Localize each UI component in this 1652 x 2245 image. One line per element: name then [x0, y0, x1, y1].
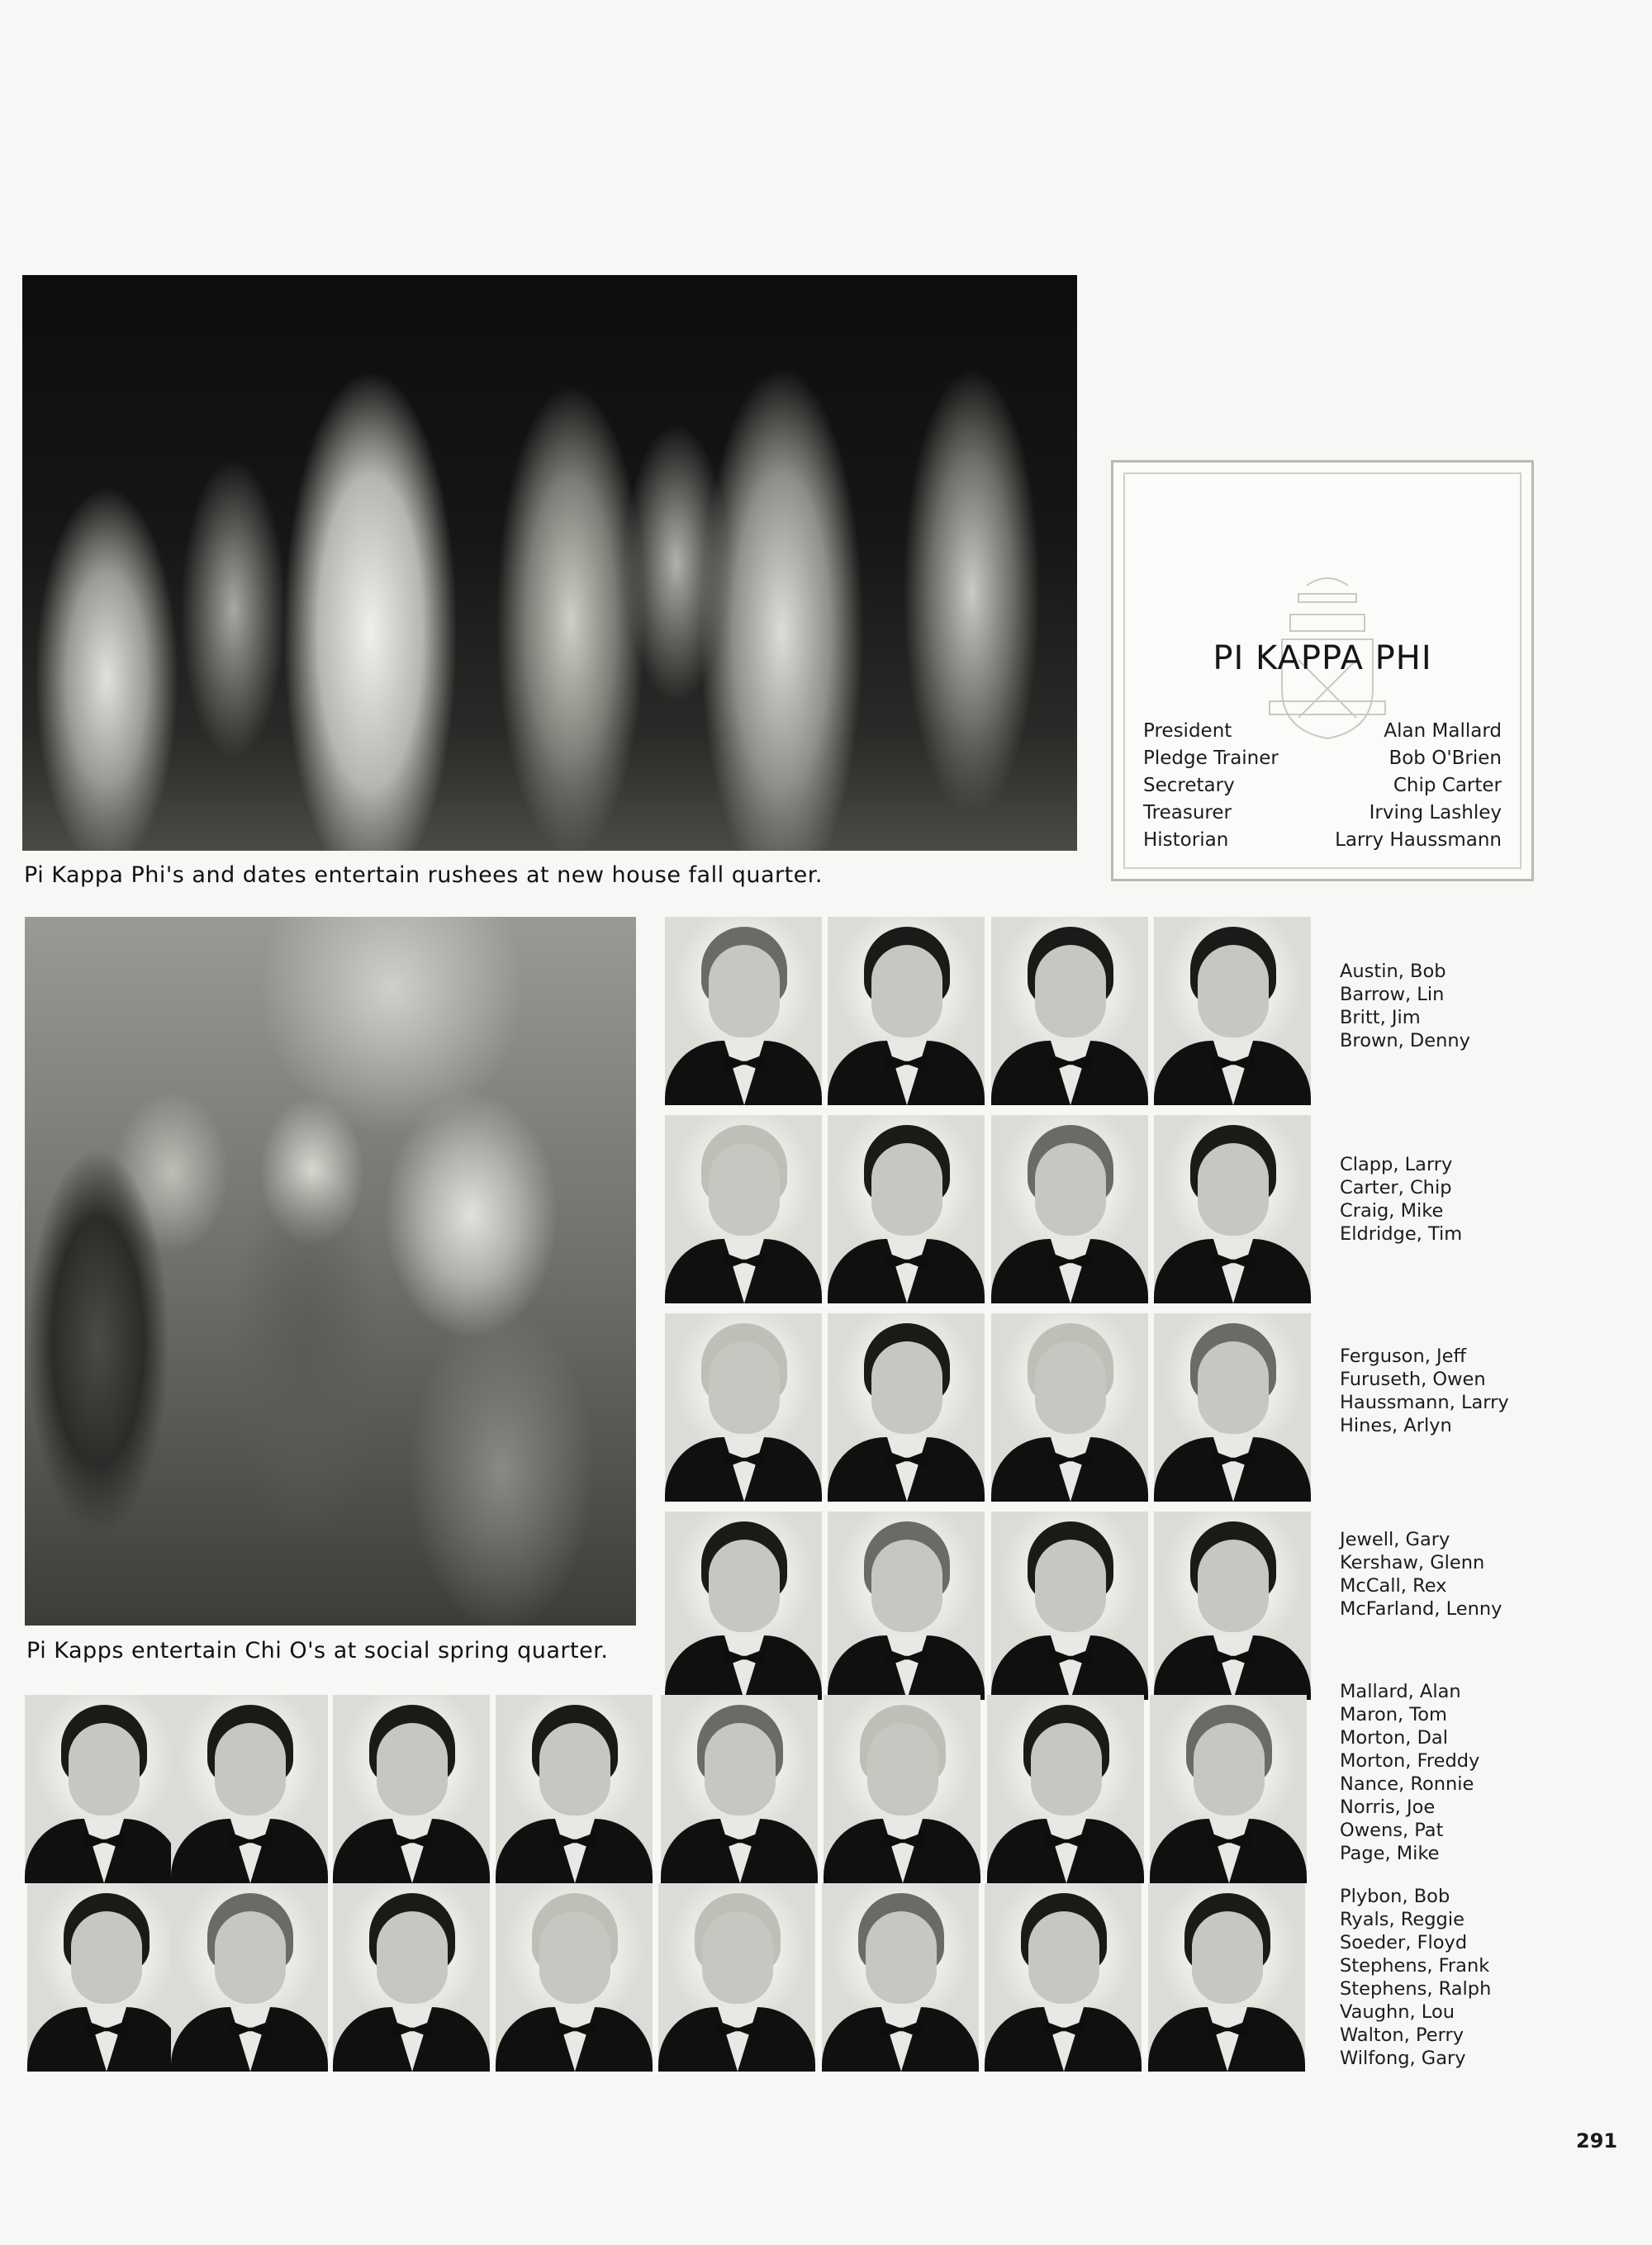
officers-panel-border — [1123, 472, 1521, 869]
portrait — [1154, 1313, 1311, 1502]
member-name: Carter, Chip — [1340, 1177, 1452, 1198]
officers-panel — [1111, 460, 1534, 881]
member-name: Ferguson, Jeff — [1340, 1346, 1466, 1367]
caption-rush-party: Pi Kappa Phi's and dates entertain rushees at new house fall quarter. — [24, 862, 823, 888]
portrait — [333, 1695, 490, 1883]
officer-name: Bob O'Brien — [1389, 748, 1502, 769]
portrait — [822, 1883, 979, 2072]
member-name: Barrow, Lin — [1340, 984, 1445, 1005]
member-name: Owens, Pat — [1340, 1820, 1444, 1841]
portrait — [27, 1883, 184, 2072]
officer-name: Larry Haussmann — [1335, 829, 1502, 851]
portrait — [991, 917, 1148, 1105]
portrait — [665, 917, 822, 1105]
officer-row-president — [1143, 720, 1502, 747]
officer-role: Secretary — [1143, 775, 1235, 796]
officer-role: Pledge Trainer — [1143, 748, 1279, 769]
portrait — [496, 1883, 653, 2072]
name-list-row-6 — [1340, 1885, 1491, 2070]
portrait — [171, 1695, 328, 1883]
portrait — [985, 1883, 1142, 2072]
member-name: Eldridge, Tim — [1340, 1223, 1463, 1245]
portrait — [987, 1695, 1144, 1883]
member-name: Nance, Ronnie — [1340, 1773, 1474, 1795]
portrait — [171, 1883, 328, 2072]
portrait — [991, 1115, 1148, 1303]
member-name: Vaughn, Lou — [1340, 2001, 1455, 2023]
name-list-row-2 — [1340, 1153, 1462, 1246]
member-name: Jewell, Gary — [1340, 1529, 1450, 1550]
portrait — [1154, 917, 1311, 1105]
member-name: Hines, Arlyn — [1340, 1415, 1452, 1436]
member-name: Haussmann, Larry — [1340, 1392, 1509, 1413]
officer-name: Chip Carter — [1393, 775, 1502, 796]
photo-rush-party — [22, 275, 1077, 851]
officer-row-historian — [1143, 829, 1502, 856]
officer-row-pledge-trainer — [1143, 748, 1502, 774]
officer-role: Treasurer — [1143, 802, 1232, 823]
portrait — [991, 1313, 1148, 1502]
portrait — [1154, 1512, 1311, 1700]
portrait — [991, 1512, 1148, 1700]
portrait — [828, 1313, 985, 1502]
officer-role: President — [1143, 720, 1232, 742]
member-name: Plybon, Bob — [1340, 1886, 1450, 1907]
portrait — [665, 1512, 822, 1700]
portrait — [1154, 1115, 1311, 1303]
officer-row-treasurer — [1143, 802, 1502, 828]
portrait — [658, 1883, 815, 2072]
member-name: Austin, Bob — [1340, 961, 1446, 982]
portrait — [665, 1313, 822, 1502]
member-name: Norris, Joe — [1340, 1796, 1436, 1818]
member-name: Stephens, Ralph — [1340, 1978, 1492, 2000]
portrait — [828, 1115, 985, 1303]
officer-name: Alan Mallard — [1384, 720, 1502, 742]
member-name: Ryals, Reggie — [1340, 1909, 1464, 1930]
officer-name: Irving Lashley — [1369, 802, 1502, 823]
portrait — [1150, 1695, 1307, 1883]
portrait — [665, 1115, 822, 1303]
member-name: Furuseth, Owen — [1340, 1369, 1486, 1390]
portrait — [1148, 1883, 1305, 2072]
member-name: McFarland, Lenny — [1340, 1598, 1502, 1620]
portrait — [828, 917, 985, 1105]
portrait — [496, 1695, 653, 1883]
caption-social: Pi Kapps entertain Chi O's at social spring quarter. — [26, 1638, 609, 1664]
name-list-row-3 — [1340, 1345, 1509, 1437]
member-name: Morton, Freddy — [1340, 1750, 1480, 1772]
member-name: Morton, Dal — [1340, 1727, 1448, 1749]
portrait — [828, 1512, 985, 1700]
name-list-row-5 — [1340, 1680, 1479, 1865]
member-name: Brown, Denny — [1340, 1030, 1470, 1051]
member-name: Craig, Mike — [1340, 1200, 1444, 1222]
member-name: Clapp, Larry — [1340, 1154, 1453, 1175]
member-name: Maron, Tom — [1340, 1704, 1447, 1725]
portrait — [824, 1695, 980, 1883]
member-name: Page, Mike — [1340, 1843, 1440, 1864]
name-list-row-4 — [1340, 1528, 1502, 1621]
officer-row-secretary — [1143, 775, 1502, 801]
member-name: Kershaw, Glenn — [1340, 1552, 1485, 1573]
portrait — [25, 1695, 182, 1883]
member-name: McCall, Rex — [1340, 1575, 1447, 1597]
member-name: Wilfong, Gary — [1340, 2048, 1466, 2069]
portrait — [333, 1883, 490, 2072]
member-name: Britt, Jim — [1340, 1007, 1421, 1028]
name-list-row-1 — [1340, 960, 1470, 1052]
officer-role: Historian — [1143, 829, 1229, 851]
member-name: Soeder, Floyd — [1340, 1932, 1468, 1953]
member-name: Mallard, Alan — [1340, 1681, 1461, 1702]
member-name: Stephens, Frank — [1340, 1955, 1490, 1977]
page-number: 291 — [1576, 2129, 1618, 2152]
officers-title: PI KAPPA PHI — [1213, 639, 1432, 677]
photo-social — [25, 917, 636, 1626]
portrait — [661, 1695, 818, 1883]
member-name: Walton, Perry — [1340, 2024, 1464, 2046]
